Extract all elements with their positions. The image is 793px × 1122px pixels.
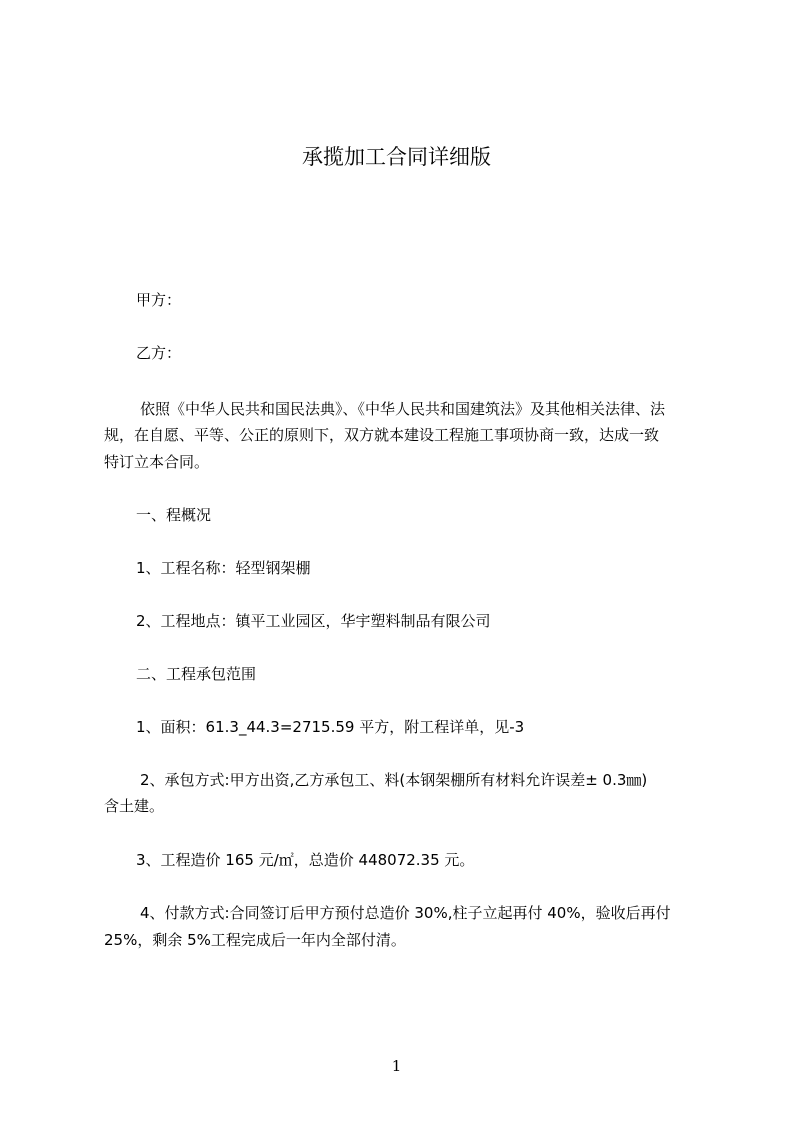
section1-heading: 一、程概况 <box>136 506 212 524</box>
payment-line-1: 4、付款方式:合同签订后甲方预付总造价 30%,柱子立起再付 40%，验收后再付 <box>140 904 671 922</box>
preamble-line-3: 特订立本合同。 <box>104 453 210 471</box>
project-location: 2、工程地点：镇平工业园区，华宇塑料制品有限公司 <box>136 612 491 630</box>
project-name: 1、工程名称：轻型钢架棚 <box>136 559 311 577</box>
contract-mode-line-1: 2、承包方式:甲方出资,乙方承包工、料(本钢架棚所有材料允许误差± 0.3㎜) <box>140 771 648 789</box>
preamble-line-1: 依照《中华人民共和国民法典》、《中华人民共和国建筑法》及其他相关法律、法 <box>140 400 666 418</box>
party-a-label: 甲方： <box>136 291 182 309</box>
document-title: 承揽加工合同详细版 <box>302 145 491 169</box>
party-b-label: 乙方： <box>136 344 182 362</box>
payment-line-2: 25%，剩余 5%工程完成后一年内全部付清。 <box>104 931 406 949</box>
area-clause: 1、面积：61.3_44.3=2715.59 平方，附工程详单，见-3 <box>136 718 525 736</box>
page-number: 1 <box>391 1057 402 1075</box>
contract-mode-line-2: 含土建。 <box>104 797 165 815</box>
preamble-line-2: 规，在自愿、平等、公正的原则下，双方就本建设工程施工事项协商一致，达成一致 <box>104 426 660 444</box>
cost-clause: 3、工程造价 165 元/㎡，总造价 448072.35 元。 <box>136 851 475 869</box>
section2-heading: 二、工程承包范围 <box>136 665 257 683</box>
